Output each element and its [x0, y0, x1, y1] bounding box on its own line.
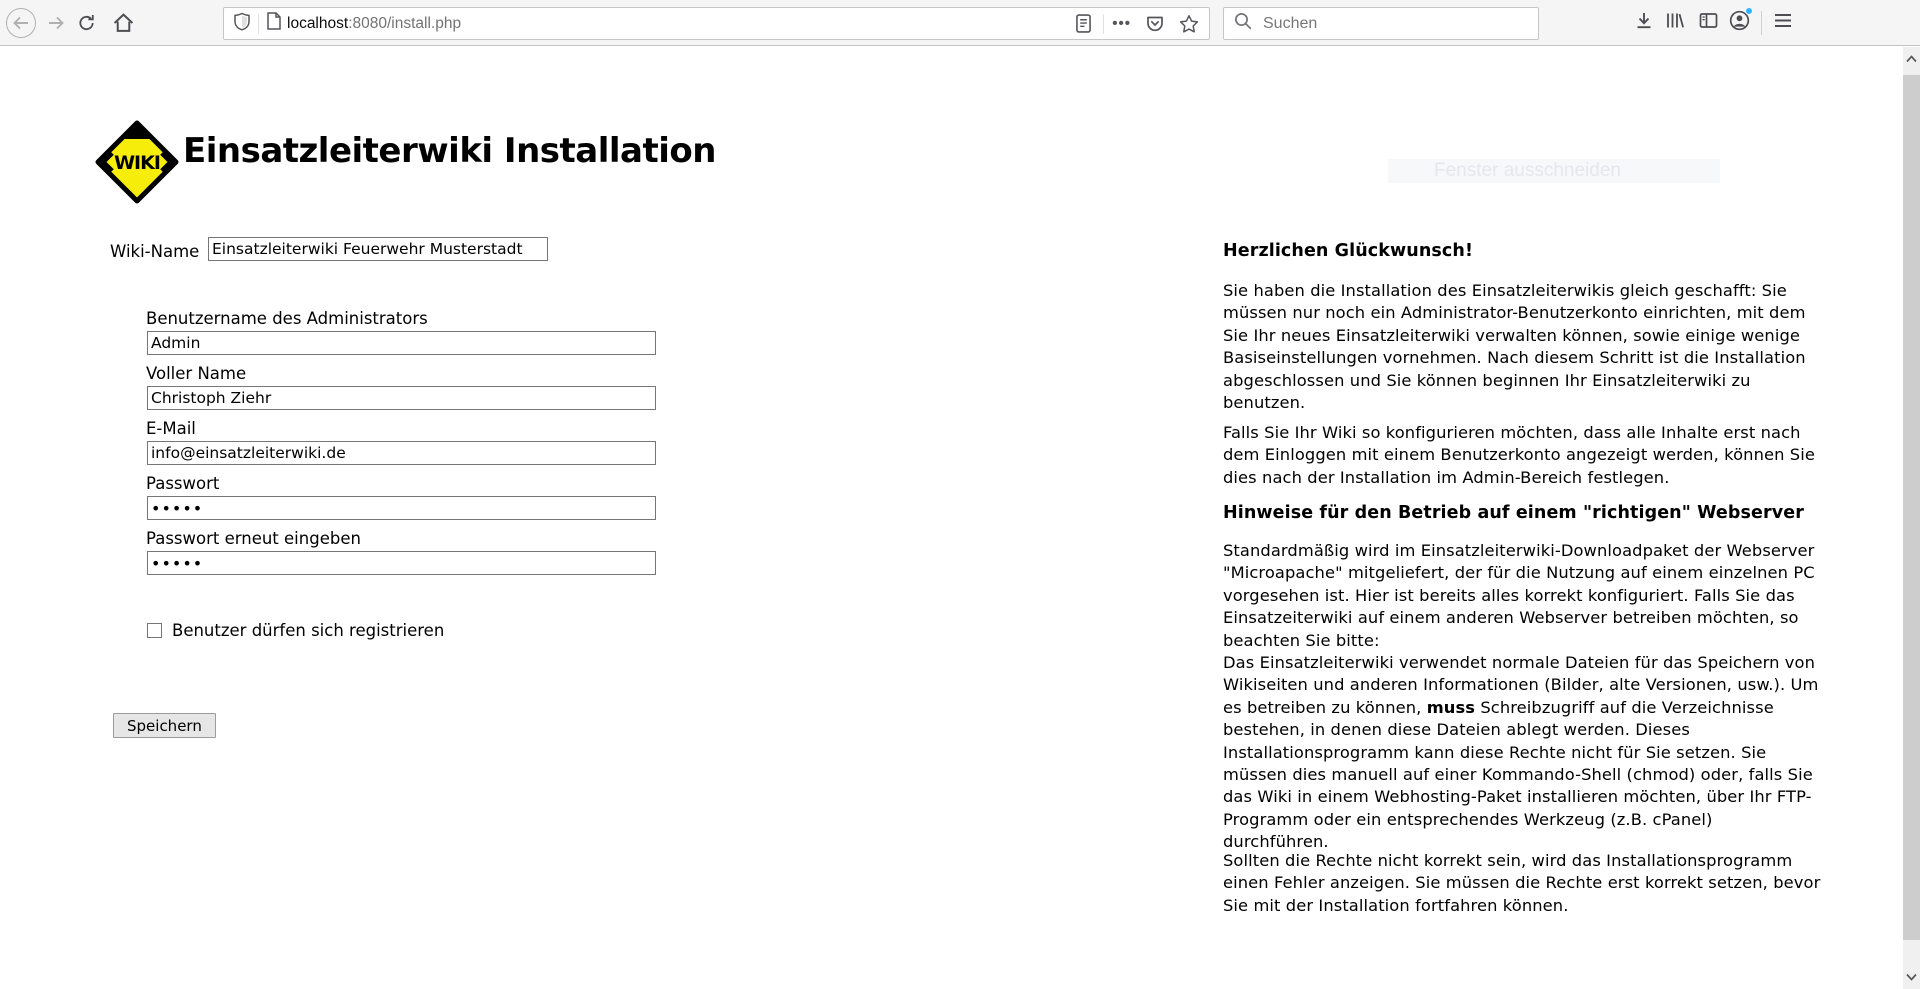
- info-paragraph-1: Sie haben die Installation des Einsatzleiterwikis gleich geschafft: Sie müssen nur noch ein Administrator-Benutzerkonto einrichten, mit dem Sie Ihr neues Einsatzleiterwiki verwalten können, sowie einige wenige Basiseinstellungen vornehmen. Nach diesem Schritt ist die Installation abgeschlossen und Sie können beginnen Ihr Einsatzleiterwiki zu benutzen.: [1223, 281, 1806, 413]
- reload-button[interactable]: [74, 13, 98, 32]
- tracking-protection-shield-icon[interactable]: [234, 12, 250, 36]
- downloads-button[interactable]: [1634, 10, 1654, 35]
- password-input[interactable]: [147, 496, 656, 520]
- account-notification-dot: [1745, 7, 1753, 15]
- password-repeat-input[interactable]: [147, 551, 656, 575]
- toolbar-separator: [1761, 11, 1762, 35]
- scrollbar-thumb[interactable]: [1903, 75, 1920, 940]
- reader-mode-icon[interactable]: [1076, 14, 1091, 33]
- search-bar[interactable]: [1223, 7, 1539, 40]
- congrats-heading: Herzlichen Glückwunsch!: [1223, 241, 1474, 261]
- page-content: [0, 47, 1903, 989]
- bold-muss: muss: [1426, 697, 1476, 717]
- search-icon: [1234, 12, 1252, 35]
- forward-arrow-icon: [48, 16, 64, 30]
- full-name-input[interactable]: [147, 386, 656, 410]
- bookmark-star-icon[interactable]: [1179, 14, 1199, 34]
- info-paragraph-2: Falls Sie Ihr Wiki so konfigurieren möchten, dass alle Inhalte erst nach dem Einloggen mit einem Benutzerkonto angezeigt werden, können Sie dies nach der Installation im Admin-Bereich festlegen.: [1223, 423, 1815, 487]
- page-title: Einsatzleiterwiki Installation: [183, 131, 716, 171]
- library-button[interactable]: [1664, 10, 1685, 35]
- scrollbar-up-arrow[interactable]: [1906, 55, 1917, 63]
- register-checkbox-label: Benutzer dürfen sich registrieren: [172, 621, 445, 640]
- full-name-label: Voller Name: [146, 364, 247, 383]
- email-input[interactable]: [147, 441, 656, 465]
- save-button[interactable]: Speichern: [113, 713, 216, 738]
- sidebar-toggle-button[interactable]: [1698, 10, 1719, 35]
- urlbar-divider: [258, 14, 259, 34]
- url-text[interactable]: localhost:8080/install.php: [287, 14, 462, 32]
- urlbar-divider2: [1103, 14, 1104, 34]
- admin-username-label: Benutzername des Administrators: [146, 309, 428, 328]
- webserver-heading: Hinweise für den Betrieb auf einem "richtigen" Webserver: [1223, 503, 1804, 523]
- password-repeat-label: Passwort erneut eingeben: [146, 529, 361, 548]
- email-label: E-Mail: [146, 419, 196, 438]
- back-button[interactable]: [6, 8, 36, 38]
- reload-icon: [77, 13, 96, 32]
- forward-button[interactable]: [44, 16, 68, 30]
- wiki-name-label: Wiki-Name: [110, 242, 200, 261]
- home-icon: [113, 13, 134, 33]
- wiki-name-input[interactable]: [208, 237, 548, 261]
- browser-toolbar: [0, 0, 1920, 46]
- pocket-icon[interactable]: [1145, 14, 1165, 34]
- register-checkbox[interactable]: [147, 623, 162, 638]
- password-label: Passwort: [146, 474, 220, 493]
- search-input[interactable]: [1261, 14, 1528, 34]
- page-info-icon[interactable]: [267, 12, 281, 35]
- overlay-cutout-label: Fenster ausschneiden: [1388, 159, 1720, 183]
- admin-username-input[interactable]: [147, 331, 656, 355]
- menu-button[interactable]: [1774, 13, 1792, 33]
- vertical-scrollbar[interactable]: [1903, 47, 1920, 989]
- wiki-logo: [95, 120, 179, 208]
- account-button[interactable]: [1729, 10, 1750, 36]
- scrollbar-down-arrow[interactable]: [1906, 973, 1917, 981]
- home-button[interactable]: [110, 13, 136, 33]
- back-arrow-icon: [13, 16, 29, 30]
- svg-text:WIKI: WIKI: [114, 152, 160, 174]
- info-paragraph-4: Sollten die Rechte nicht korrekt sein, wird das Installationsprogramm einen Fehler anzeigen. Sie müssen die Rechte erst korrekt setzen, bevor Sie mit der Installation fortfahren können.: [1223, 851, 1821, 915]
- info-paragraph-3: Standardmäßig wird im Einsatzleiterwiki-Downloadpaket der Webserver "Microapache" mitgeliefert, der für die Nutzung auf einem einzelnen PC vorgesehen ist. Hier ist bereits alles korrekt konfiguriert. Falls Sie das Einsatzeiterwiki auf einem anderen Webserver betreiben möchten, so beachten Sie bitte: Das Einsatzleiterwiki verwendet normale Dateien für das Speichern von Wikiseiten und anderen Informationen (Bilder, alte Versionen, usw.). Um es betreiben zu können, muss Schreibzugriff auf die Verzeichnisse bestehen, in denen diese Dateien ablegt werden. Dieses Installationsprogramm kann diese Rechte nicht für Sie setzen. Sie müssen dies manuell auf einer Kommando-Shell (chmod) oder, falls Sie das Wiki in einem Webhosting-Paket installieren möchten, über Ihr FTP-Programm oder ein entsprechendes Werkzeug (z.B. cPanel) durchführen.: [1223, 541, 1819, 852]
- address-bar[interactable]: [223, 7, 1210, 40]
- page-actions-icon[interactable]: •••: [1112, 15, 1131, 32]
